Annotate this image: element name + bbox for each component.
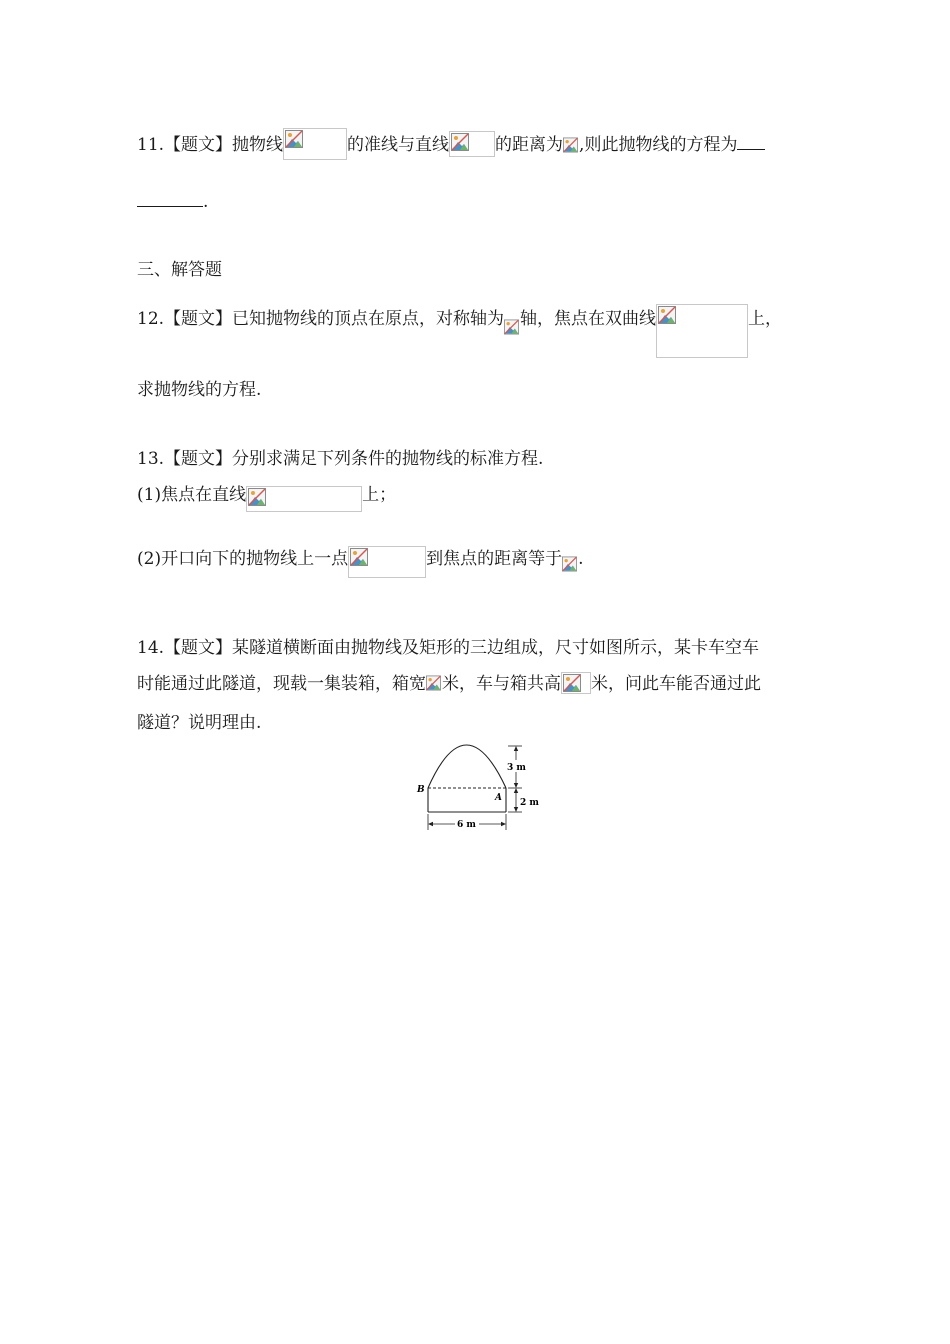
arrowhead <box>514 788 518 793</box>
q14-line2-b: 米，车与箱共高 <box>442 674 561 694</box>
q12-mid1: 轴，焦点在双曲线 <box>520 309 657 329</box>
section-title: 三、解答题 <box>137 260 222 280</box>
dim-label-3m: 3 m <box>507 763 526 773</box>
broken-image-icon <box>350 548 368 566</box>
q13-p1-prefix: (1)焦点在直线 <box>137 485 247 505</box>
formula-placeholder-image <box>426 672 442 694</box>
arrowhead <box>428 822 433 826</box>
q12-prefix: 12.【题文】已知抛物线的顶点在原点，对称轴为 <box>137 309 505 329</box>
formula-placeholder-image <box>348 546 426 578</box>
q14-line2-a: 时能通过此隧道，现载一集装箱，箱宽 <box>137 674 426 694</box>
arrowhead <box>514 746 518 751</box>
q13-p2-mid: 到焦点的距离等于 <box>426 549 563 569</box>
q13-part2 <box>137 546 584 578</box>
answer-blank-continued <box>137 206 203 207</box>
formula-placeholder-image <box>562 550 578 574</box>
dim-label-2m: 2 m <box>520 798 539 808</box>
formula-placeholder-image <box>563 133 579 159</box>
broken-image-icon <box>658 306 676 324</box>
broken-image-icon <box>563 674 581 692</box>
q13-p1-suffix: 上； <box>362 485 397 505</box>
q11-prefix: 11.【题文】抛物线 <box>137 135 284 155</box>
broken-image-icon <box>426 674 441 692</box>
arrowhead <box>501 822 506 826</box>
broken-image-icon <box>562 555 577 573</box>
q12-line2: 求抛物线的方程. <box>137 380 262 400</box>
arrowhead <box>514 807 518 812</box>
broken-image-icon <box>285 130 303 148</box>
q11-mid1: 的准线与直线 <box>347 135 450 155</box>
formula-placeholder-image <box>246 486 362 512</box>
q14-line2 <box>137 672 761 696</box>
dim-label-6m: 6 m <box>457 820 476 830</box>
formula-placeholder-image <box>283 128 347 160</box>
broken-image-icon <box>504 318 519 336</box>
formula-placeholder-image <box>449 131 495 157</box>
tunnel-cross-section-figure <box>408 742 548 834</box>
q14-line2-c: 米，问此车能否通过此 <box>591 674 761 694</box>
arrowhead <box>514 783 518 788</box>
q13-part1 <box>137 483 396 512</box>
q11-mid2: 的距离为 <box>495 135 564 155</box>
q11-mid3: ,则此抛物线的方程为 <box>579 135 738 155</box>
q14-line3: 隧道？说明理由. <box>137 713 262 733</box>
broken-image-icon <box>451 133 469 151</box>
broken-image-icon <box>248 488 266 506</box>
q14-line1: 14.【题文】某隧道横断面由抛物线及矩形的三边组成，尺寸如图所示，某卡车空车 <box>137 638 760 658</box>
q12-line1 <box>137 304 782 358</box>
formula-placeholder-image <box>561 672 591 694</box>
q11-line2 <box>137 190 208 214</box>
q13-title: 13.【题文】分别求满足下列条件的抛物线的标准方程. <box>137 449 544 469</box>
answer-blank <box>737 149 765 150</box>
broken-image-icon <box>563 136 578 154</box>
q13-p2-end: . <box>578 549 584 569</box>
q11-line1 <box>137 128 765 160</box>
q12-mid2: 上， <box>748 309 783 329</box>
parabola-arch <box>428 745 506 788</box>
formula-placeholder-image <box>504 312 520 336</box>
label-A: A <box>495 793 502 803</box>
q11-end: . <box>203 192 209 212</box>
q13-p2-prefix: (2)开口向下的抛物线上一点 <box>137 549 349 569</box>
formula-placeholder-image <box>656 304 748 358</box>
label-B: B <box>417 785 425 795</box>
